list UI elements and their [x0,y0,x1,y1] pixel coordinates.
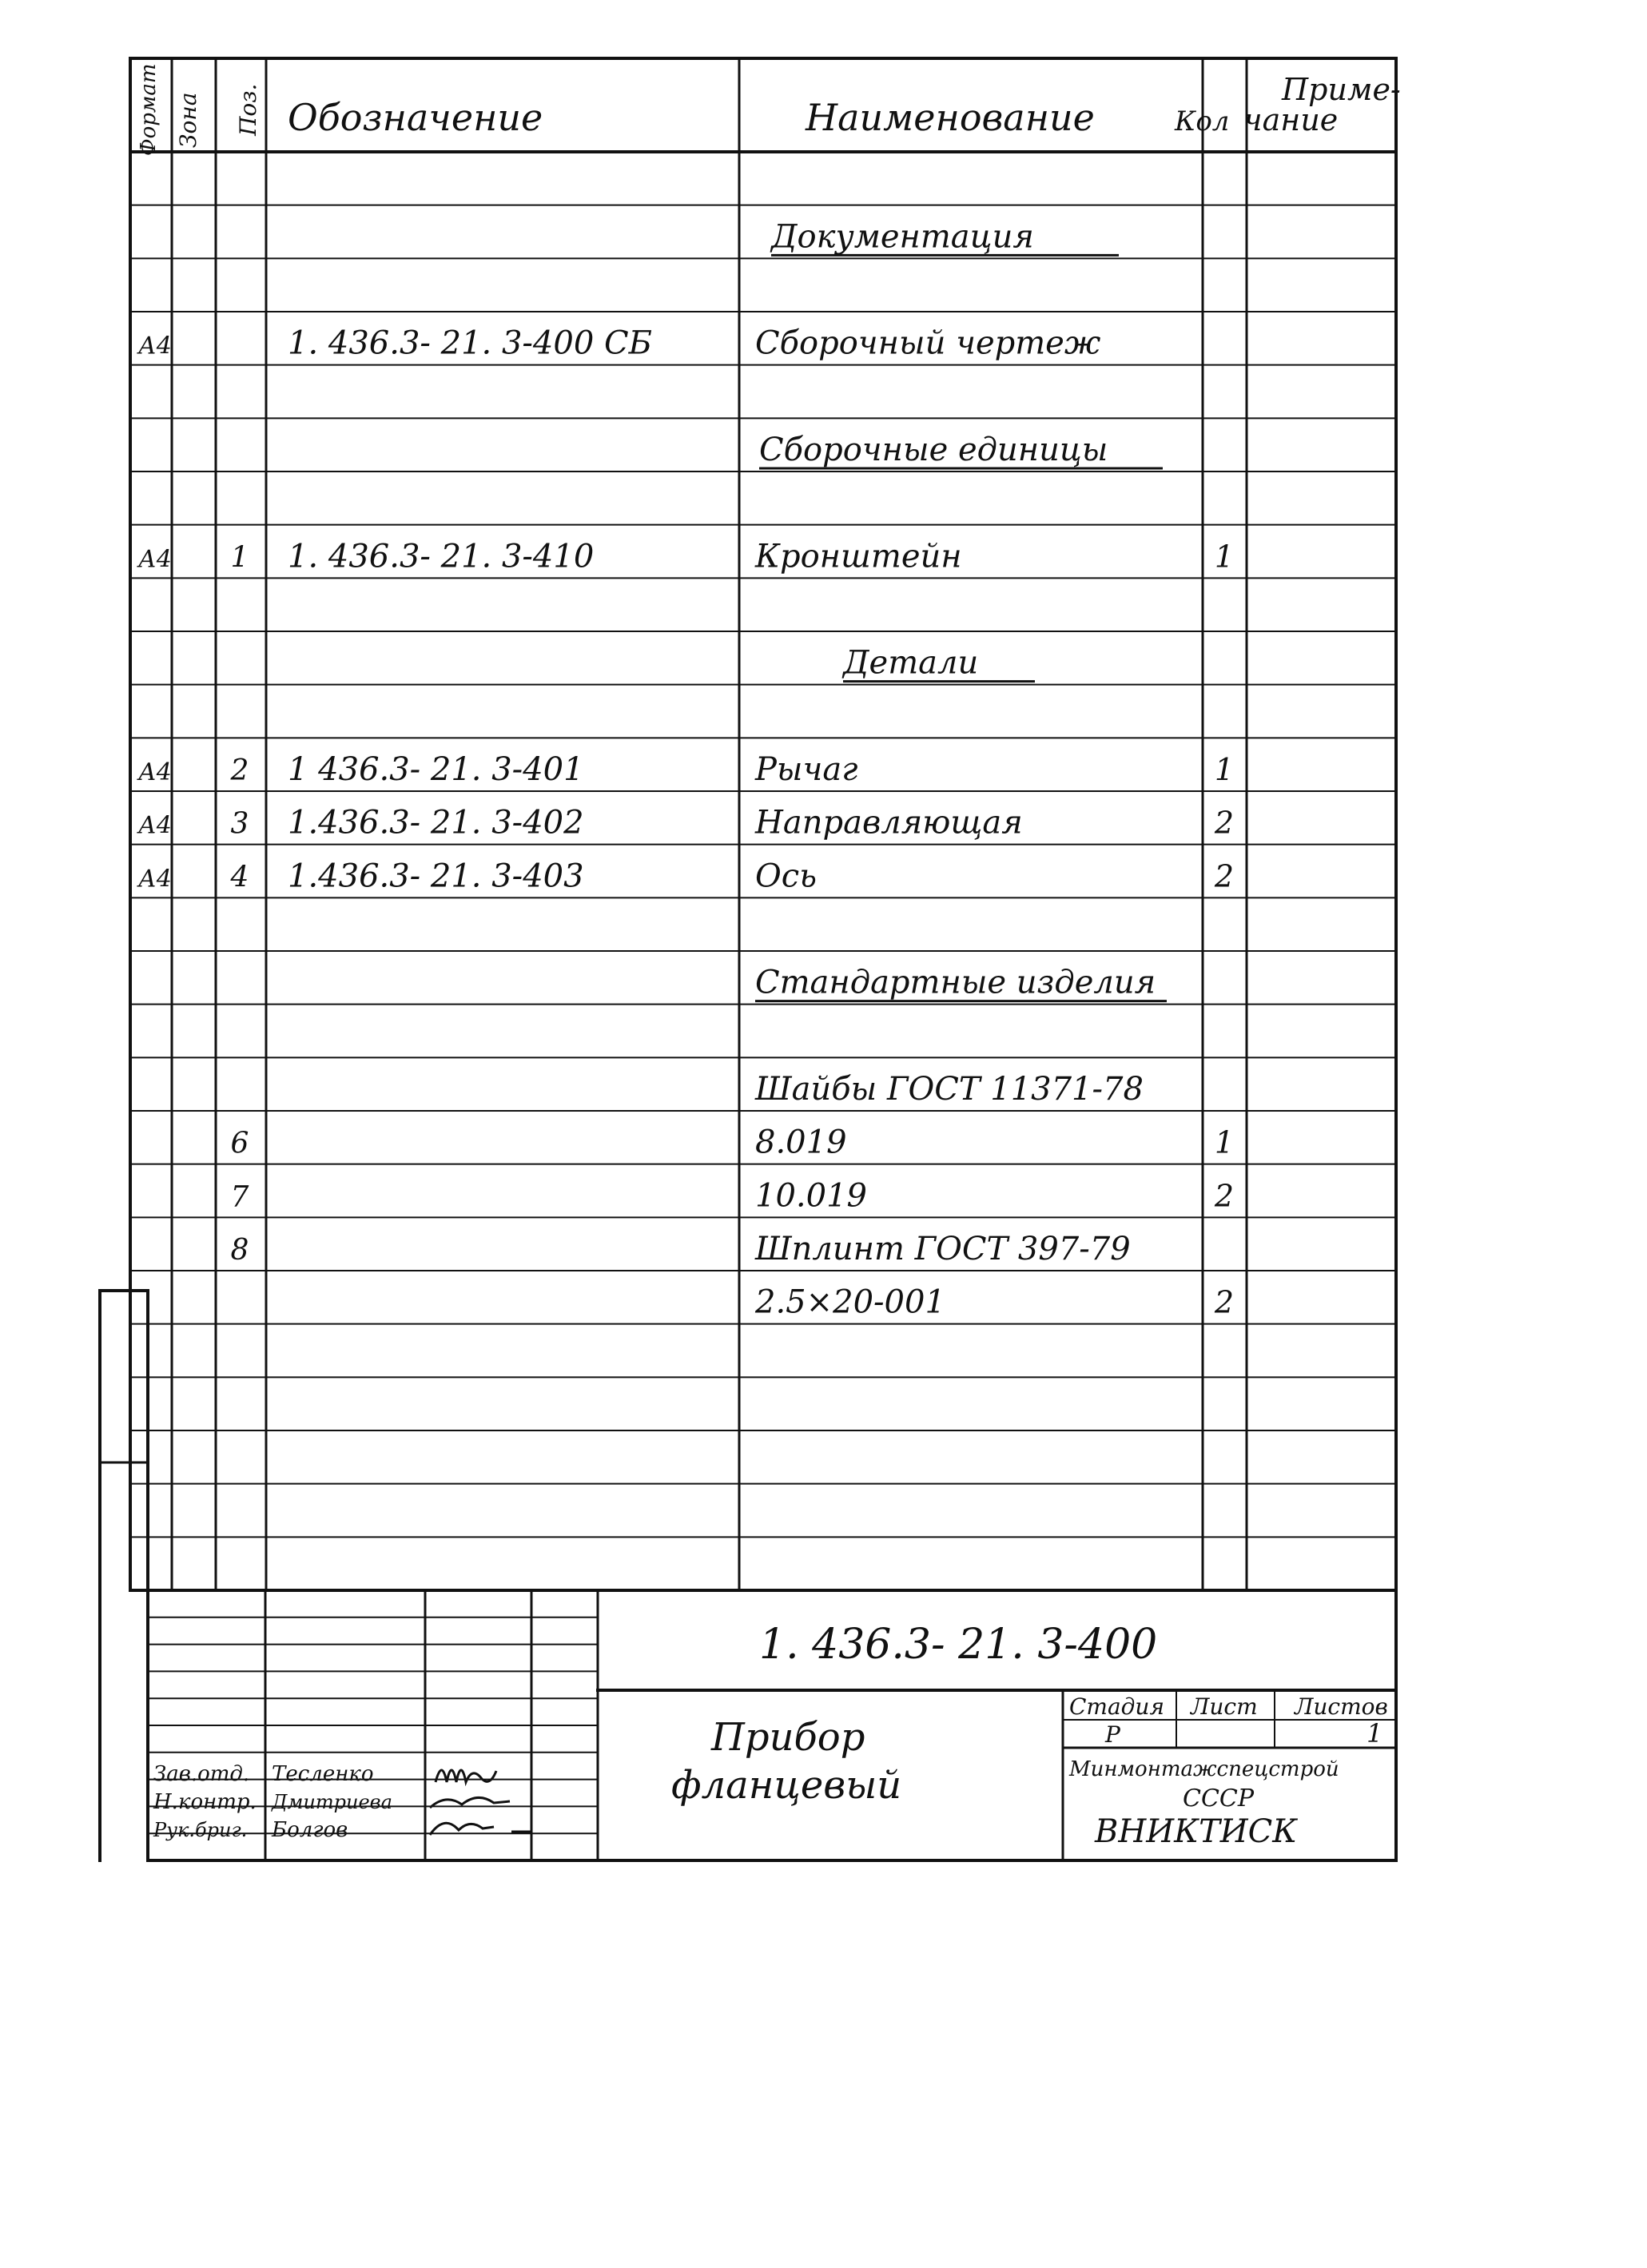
row-qty-cell: 1 [1214,1124,1235,1160]
row-designation-cell: 1.436.3- 21. 3-402 [288,804,584,842]
header-designation: Обозначение [288,96,543,139]
header-format: Формат [137,63,161,156]
row-pos-cell: 7 [230,1180,249,1214]
organization-line-3: ВНИКТИСК [1095,1813,1298,1850]
row-designation-cell: 1. 436.3- 21. 3-410 [288,538,595,575]
title-block [153,1621,1388,1850]
stage-value: Р [1105,1721,1120,1748]
header-zone: Зона [175,92,201,148]
row-name-cell: Направляющая [755,804,1023,842]
row-name-cell: 10.019 [755,1177,867,1215]
row-name-cell: Шплинт ГОСТ 397-79 [755,1231,1131,1267]
signature-name-2: Дмитриева [272,1791,392,1813]
row-qty-cell: 2 [1214,1178,1235,1214]
sheets-label: Листов [1295,1693,1388,1720]
row-pos-cell: 2 [230,754,249,787]
row-name-cell: Сборочные единицы [759,432,1108,468]
row-qty-cell: 2 [1214,805,1235,841]
title-line-1: Прибор [711,1715,865,1760]
signature-role-3: Рук.бриг. [153,1819,248,1841]
row-format-cell: А4 [138,758,172,786]
row-pos-cell: 3 [230,807,249,841]
row-qty-cell: 1 [1214,539,1235,575]
organization-line-2: СССР [1183,1785,1255,1812]
header-position: Поз. [235,83,261,136]
row-name-cell: 8.019 [755,1124,847,1161]
signature-name-1: Тесленко [272,1762,374,1786]
row-designation-cell: 1 436.3- 21. 3-401 [288,751,584,788]
row-format-cell: А4 [138,332,172,360]
row-pos-cell: 4 [230,861,249,894]
row-designation-cell: 1. 436.3- 21. 3-400 СБ [288,324,652,362]
row-qty-cell: 2 [1214,858,1235,894]
row-format-cell: А4 [138,811,172,840]
row-pos-cell: 6 [230,1127,249,1160]
row-designation-cell: 1.436.3- 21. 3-403 [288,857,584,895]
row-name-cell: Рычаг [755,751,858,788]
row-name-cell: Сборочный чертеж [755,324,1101,362]
header-note-line2: чание [1243,102,1339,137]
table-header [137,63,1401,156]
signature-role-1: Зав.отд. [153,1762,250,1786]
row-name-cell: Стандартные изделия [755,964,1156,1001]
row-name-cell: Документация [771,218,1034,256]
organization-line-1: Минмонтажспецстрой [1069,1757,1339,1781]
row-format-cell: А4 [138,545,172,574]
sheets-value: 1 [1367,1718,1383,1749]
header-name: Наименование [806,96,1095,139]
sheet-label: Лист [1191,1693,1258,1720]
row-name-cell: Детали [843,644,979,682]
header-note-line1: Приме- [1282,72,1401,107]
signature-mark-1 [436,1770,496,1782]
title-designation: 1. 436.3- 21. 3-400 [759,1621,1158,1669]
signature-name-3: Болгов [272,1818,348,1842]
header-quantity: Кол [1175,105,1230,137]
row-name-cell: Ось [755,857,817,895]
stage-label: Стадия [1069,1693,1164,1720]
row-name-cell: Кронштейн [755,538,962,575]
row-qty-cell: 2 [1214,1284,1235,1320]
title-line-2: фланцевый [671,1763,902,1808]
signature-role-2: Н.контр. [153,1790,257,1814]
row-name-cell: Шайбы ГОСТ 11371-78 [755,1071,1144,1108]
row-pos-cell: 8 [230,1234,249,1267]
row-format-cell: А4 [138,865,172,893]
row-name-cell: 2.5×20-001 [755,1283,945,1321]
row-pos-cell: 1 [230,541,249,575]
row-qty-cell: 1 [1214,752,1235,787]
table-body [137,218,1234,1320]
